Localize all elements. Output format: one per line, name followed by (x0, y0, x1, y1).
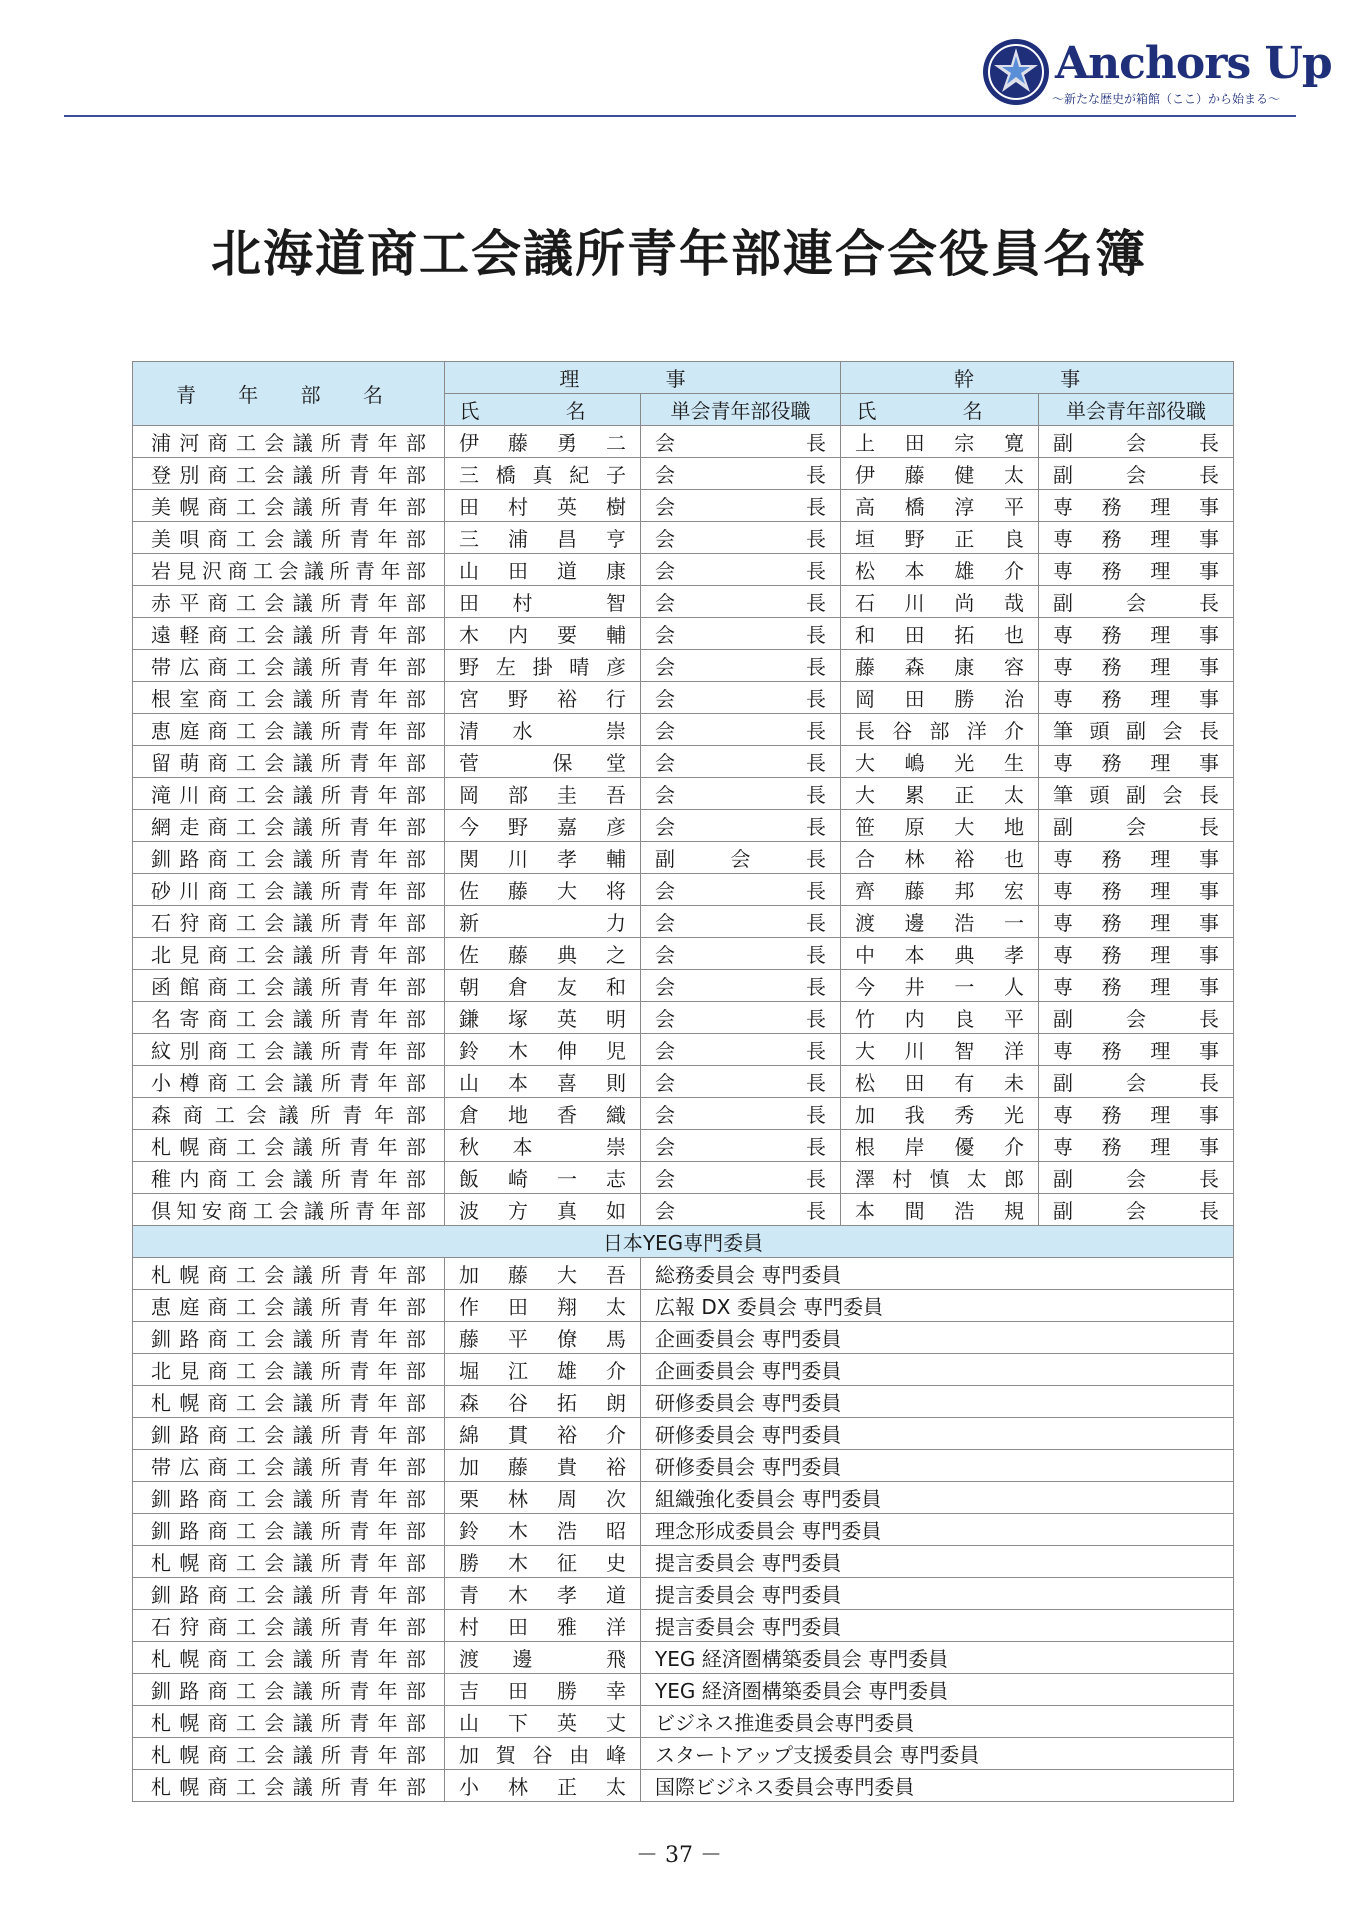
branch-name: 札幌商工会議所青年部 (133, 1738, 445, 1770)
director-name: 三浦昌亨 (445, 522, 641, 554)
member-name: 綿貫裕介 (445, 1418, 641, 1450)
table-row (133, 874, 1234, 906)
column-header-secretary: 幹 事 (841, 362, 1234, 394)
table-row (133, 1450, 1234, 1482)
table-row (133, 1322, 1234, 1354)
director-name: 鈴木伸児 (445, 1034, 641, 1066)
secretary-role: 専務理事 (1039, 650, 1234, 682)
branch-name: 札幌商工会議所青年部 (133, 1546, 445, 1578)
secretary-role: 副会長 (1039, 586, 1234, 618)
table-row (133, 1674, 1234, 1706)
table-row (133, 1642, 1234, 1674)
branch-name: 札幌商工会議所青年部 (133, 1642, 445, 1674)
member-name: 鈴木浩昭 (445, 1514, 641, 1546)
member-name: 加藤大吾 (445, 1258, 641, 1290)
branch-name: 帯広商工会議所青年部 (133, 1450, 445, 1482)
branch-name: 網走商工会議所青年部 (133, 810, 445, 842)
column-header-branch: 青 年 部 名 (133, 362, 445, 426)
branch-name: 札幌商工会議所青年部 (133, 1258, 445, 1290)
branch-name: 札幌商工会議所青年部 (133, 1706, 445, 1738)
director-role: 会長 (641, 682, 841, 714)
secretary-role: 専務理事 (1039, 874, 1234, 906)
director-role: 会長 (641, 522, 841, 554)
secretary-name: 中本典孝 (841, 938, 1039, 970)
secretary-name: 岡田勝治 (841, 682, 1039, 714)
branch-name: 遠軽商工会議所青年部 (133, 618, 445, 650)
committee-name: 提言委員会 専門委員 (641, 1578, 1234, 1610)
committee-name: 企画委員会 専門委員 (641, 1354, 1234, 1386)
member-name: 作田翔太 (445, 1290, 641, 1322)
committee-name: 企画委員会 専門委員 (641, 1322, 1234, 1354)
committee-name: YEG 経済圏構築委員会 専門委員 (641, 1642, 1234, 1674)
secretary-role: 専務理事 (1039, 906, 1234, 938)
branch-name: 北見商工会議所青年部 (133, 938, 445, 970)
secretary-name: 和田拓也 (841, 618, 1039, 650)
secretary-name: 澤村慎太郎 (841, 1162, 1039, 1194)
table-row (133, 778, 1234, 810)
secretary-role: 専務理事 (1039, 490, 1234, 522)
table-row (133, 810, 1234, 842)
director-role: 会長 (641, 938, 841, 970)
page-number: － 37 － (636, 1843, 722, 1868)
secretary-role: 専務理事 (1039, 554, 1234, 586)
member-name: 小林正太 (445, 1770, 641, 1802)
committee-name: 組織強化委員会 専門委員 (641, 1482, 1234, 1514)
secretary-name: 松田有未 (841, 1066, 1039, 1098)
secretary-name: 高橋淳平 (841, 490, 1039, 522)
director-name: 田村 智 (445, 586, 641, 618)
branch-name: 砂川商工会議所青年部 (133, 874, 445, 906)
secretary-role: 副会長 (1039, 1162, 1234, 1194)
yeg-section (133, 1226, 1234, 1258)
branch-name: 滝川商工会議所青年部 (133, 778, 445, 810)
table-row (133, 1194, 1234, 1226)
secretary-name: 合林裕也 (841, 842, 1039, 874)
branch-name: 石狩商工会議所青年部 (133, 906, 445, 938)
committee-name: 提言委員会 専門委員 (641, 1610, 1234, 1642)
yeg-rows (133, 1258, 1234, 1802)
committee-name: 総務委員会 専門委員 (641, 1258, 1234, 1290)
member-name: 加賀谷由峰 (445, 1738, 641, 1770)
branch-name: 釧路商工会議所青年部 (133, 1578, 445, 1610)
header-divider (64, 115, 1296, 117)
table-row (133, 682, 1234, 714)
secretary-name: 垣野正良 (841, 522, 1039, 554)
secretary-role: 専務理事 (1039, 618, 1234, 650)
branch-name: 森商工会議所青年部 (133, 1098, 445, 1130)
director-role: 会長 (641, 586, 841, 618)
subheader-director-name: 氏 名 (445, 394, 641, 426)
committee-name: 理念形成委員会 専門委員 (641, 1514, 1234, 1546)
table-row (133, 586, 1234, 618)
member-name: 村田雅洋 (445, 1610, 641, 1642)
member-name: 藤平僚馬 (445, 1322, 641, 1354)
committee-name: 広報 DX 委員会 専門委員 (641, 1290, 1234, 1322)
table-row (133, 714, 1234, 746)
column-header-director: 理 事 (445, 362, 841, 394)
logo-title: Anchors Up (1055, 38, 1332, 89)
member-name: 栗林周次 (445, 1482, 641, 1514)
branch-name: 釧路商工会議所青年部 (133, 1482, 445, 1514)
committee-name: スタートアップ支援委員会 専門委員 (641, 1738, 1234, 1770)
director-name: 秋本 崇 (445, 1130, 641, 1162)
branch-name: 石狩商工会議所青年部 (133, 1610, 445, 1642)
table-row (133, 1610, 1234, 1642)
director-name: 田村英樹 (445, 490, 641, 522)
page-title: 北海道商工会議所青年部連合会役員名簿 (211, 225, 1147, 283)
table-row (133, 1258, 1234, 1290)
committee-name: 研修委員会 専門委員 (641, 1386, 1234, 1418)
table-row (133, 1482, 1234, 1514)
director-role: 会長 (641, 906, 841, 938)
secretary-name: 渡邊浩一 (841, 906, 1039, 938)
table-row (133, 618, 1234, 650)
table-row (133, 490, 1234, 522)
director-name: 鎌塚英明 (445, 1002, 641, 1034)
table-row (133, 1578, 1234, 1610)
branch-name: 根室商工会議所青年部 (133, 682, 445, 714)
director-role: 会長 (641, 650, 841, 682)
member-name: 渡邊 飛 (445, 1642, 641, 1674)
secretary-name: 長谷部洋介 (841, 714, 1039, 746)
secretary-name: 本間浩規 (841, 1194, 1039, 1226)
branch-name: 釧路商工会議所青年部 (133, 1418, 445, 1450)
table-row (133, 1354, 1234, 1386)
subheader-secretary-name: 氏 名 (841, 394, 1039, 426)
table-row (133, 1386, 1234, 1418)
director-role: 会長 (641, 1002, 841, 1034)
branch-name: 小樽商工会議所青年部 (133, 1066, 445, 1098)
member-name: 森谷拓朗 (445, 1386, 641, 1418)
table-row (133, 1418, 1234, 1450)
secretary-role: 副会長 (1039, 810, 1234, 842)
secretary-role: 副会長 (1039, 1066, 1234, 1098)
logo-emblem-icon (980, 36, 1052, 108)
table-row (133, 906, 1234, 938)
branch-name: 札幌商工会議所青年部 (133, 1130, 445, 1162)
director-name: 波方真如 (445, 1194, 641, 1226)
director-role: 会長 (641, 1066, 841, 1098)
secretary-name: 竹内良平 (841, 1002, 1039, 1034)
director-role: 会長 (641, 874, 841, 906)
branch-name: 稚内商工会議所青年部 (133, 1162, 445, 1194)
table-row (133, 650, 1234, 682)
member-name: 吉田勝幸 (445, 1674, 641, 1706)
officer-roster-table (132, 361, 1234, 1802)
director-name: 新 力 (445, 906, 641, 938)
branch-name: 北見商工会議所青年部 (133, 1354, 445, 1386)
branch-name: 名寄商工会議所青年部 (133, 1002, 445, 1034)
director-role: 会長 (641, 554, 841, 586)
table-row (133, 1002, 1234, 1034)
director-role: 会長 (641, 426, 841, 458)
branch-name: 函館商工会議所青年部 (133, 970, 445, 1002)
branch-name: 赤平商工会議所青年部 (133, 586, 445, 618)
director-role: 会長 (641, 1034, 841, 1066)
director-name: 宮野裕行 (445, 682, 641, 714)
table-row (133, 1514, 1234, 1546)
committee-name: 提言委員会 専門委員 (641, 1546, 1234, 1578)
director-role: 会長 (641, 970, 841, 1002)
table-row (133, 1130, 1234, 1162)
director-role: 会長 (641, 618, 841, 650)
director-name: 佐藤典之 (445, 938, 641, 970)
director-role: 会長 (641, 746, 841, 778)
secretary-role: 専務理事 (1039, 682, 1234, 714)
committee-name: 国際ビジネス委員会専門委員 (641, 1770, 1234, 1802)
director-role: 会長 (641, 490, 841, 522)
table-row (133, 1546, 1234, 1578)
director-role: 会長 (641, 778, 841, 810)
director-name: 倉地香織 (445, 1098, 641, 1130)
member-name: 青木孝道 (445, 1578, 641, 1610)
secretary-role: 副会長 (1039, 1002, 1234, 1034)
member-name: 堀江雄介 (445, 1354, 641, 1386)
table-row (133, 1098, 1234, 1130)
table-row (133, 1706, 1234, 1738)
branch-name: 釧路商工会議所青年部 (133, 842, 445, 874)
table-row (133, 426, 1234, 458)
director-role: 会長 (641, 1130, 841, 1162)
branch-name: 釧路商工会議所青年部 (133, 1674, 445, 1706)
table-row (133, 1738, 1234, 1770)
secretary-role: 副会長 (1039, 426, 1234, 458)
secretary-name: 松本雄介 (841, 554, 1039, 586)
director-role: 会長 (641, 714, 841, 746)
table-row (133, 458, 1234, 490)
secretary-role: 専務理事 (1039, 970, 1234, 1002)
director-name: 飯崎一志 (445, 1162, 641, 1194)
secretary-role: 副会長 (1039, 1194, 1234, 1226)
director-name: 野左掛晴彦 (445, 650, 641, 682)
committee-name: 研修委員会 専門委員 (641, 1418, 1234, 1450)
secretary-role: 専務理事 (1039, 842, 1234, 874)
member-name: 山下英丈 (445, 1706, 641, 1738)
director-name: 関川孝輔 (445, 842, 641, 874)
table-row (133, 1770, 1234, 1802)
secretary-name: 大累正太 (841, 778, 1039, 810)
director-name: 今野嘉彦 (445, 810, 641, 842)
secretary-name: 大川智洋 (841, 1034, 1039, 1066)
secretary-name: 大嶋光生 (841, 746, 1039, 778)
director-role: 会長 (641, 1098, 841, 1130)
director-name: 清水 崇 (445, 714, 641, 746)
secretary-name: 石川尚哉 (841, 586, 1039, 618)
branch-name: 登別商工会議所青年部 (133, 458, 445, 490)
subheader-secretary-role: 単会青年部役職 (1039, 394, 1234, 426)
director-role: 会長 (641, 458, 841, 490)
branch-name: 帯広商工会議所青年部 (133, 650, 445, 682)
director-role: 副会長 (641, 842, 841, 874)
branch-name: 浦河商工会議所青年部 (133, 426, 445, 458)
director-role: 会長 (641, 810, 841, 842)
table-row (133, 970, 1234, 1002)
director-name: 三橋真紀子 (445, 458, 641, 490)
secretary-role: 専務理事 (1039, 522, 1234, 554)
secretary-name: 笹原大地 (841, 810, 1039, 842)
branch-name: 紋別商工会議所青年部 (133, 1034, 445, 1066)
secretary-role: 専務理事 (1039, 746, 1234, 778)
committee-name: 研修委員会 専門委員 (641, 1450, 1234, 1482)
table-row (133, 1066, 1234, 1098)
branch-name: 恵庭商工会議所青年部 (133, 714, 445, 746)
director-name: 朝倉友和 (445, 970, 641, 1002)
table-row (133, 1290, 1234, 1322)
secretary-name: 上田宗寛 (841, 426, 1039, 458)
branch-name: 岩見沢商工会議所青年部 (133, 554, 445, 586)
director-name: 山田道康 (445, 554, 641, 586)
secretary-role: 専務理事 (1039, 1034, 1234, 1066)
director-role: 会長 (641, 1194, 841, 1226)
committee-name: YEG 経済圏構築委員会 専門委員 (641, 1674, 1234, 1706)
director-name: 木内要輔 (445, 618, 641, 650)
subheader-director-role: 単会青年部役職 (641, 394, 841, 426)
director-name: 伊藤勇二 (445, 426, 641, 458)
table-row (133, 746, 1234, 778)
secretary-name: 藤森康容 (841, 650, 1039, 682)
table-row (133, 842, 1234, 874)
director-name: 菅 保堂 (445, 746, 641, 778)
secretary-role: 専務理事 (1039, 1098, 1234, 1130)
table-row (133, 1034, 1234, 1066)
logo-subtitle: 〜新たな歴史が箱館（ここ）から始まる〜 (1052, 92, 1281, 106)
branch-name: 留萌商工会議所青年部 (133, 746, 445, 778)
member-name: 勝木征史 (445, 1546, 641, 1578)
secretary-role: 専務理事 (1039, 1130, 1234, 1162)
secretary-name: 今井一人 (841, 970, 1039, 1002)
director-name: 佐藤大将 (445, 874, 641, 906)
secretary-name: 根岸優介 (841, 1130, 1039, 1162)
table-row (133, 522, 1234, 554)
table-row (133, 1162, 1234, 1194)
branch-name: 釧路商工会議所青年部 (133, 1514, 445, 1546)
branch-name: 美幌商工会議所青年部 (133, 490, 445, 522)
yeg-section-heading: 日本YEG専門委員 (133, 1226, 1234, 1258)
secretary-name: 加我秀光 (841, 1098, 1039, 1130)
branch-name: 恵庭商工会議所青年部 (133, 1290, 445, 1322)
secretary-name: 伊藤健太 (841, 458, 1039, 490)
branch-name: 札幌商工会議所青年部 (133, 1386, 445, 1418)
branch-name: 札幌商工会議所青年部 (133, 1770, 445, 1802)
branch-name: 釧路商工会議所青年部 (133, 1322, 445, 1354)
director-name: 岡部圭吾 (445, 778, 641, 810)
director-role: 会長 (641, 1162, 841, 1194)
committee-name: ビジネス推進委員会専門委員 (641, 1706, 1234, 1738)
member-name: 加藤貴裕 (445, 1450, 641, 1482)
secretary-role: 副会長 (1039, 458, 1234, 490)
table-row (133, 554, 1234, 586)
officer-rows (133, 426, 1234, 1226)
table-row (133, 938, 1234, 970)
secretary-role: 専務理事 (1039, 938, 1234, 970)
branch-name: 美唄商工会議所青年部 (133, 522, 445, 554)
secretary-name: 齊藤邦宏 (841, 874, 1039, 906)
secretary-role: 筆頭副会長 (1039, 778, 1234, 810)
branch-name: 倶知安商工会議所青年部 (133, 1194, 445, 1226)
secretary-role: 筆頭副会長 (1039, 714, 1234, 746)
director-name: 山本喜則 (445, 1066, 641, 1098)
